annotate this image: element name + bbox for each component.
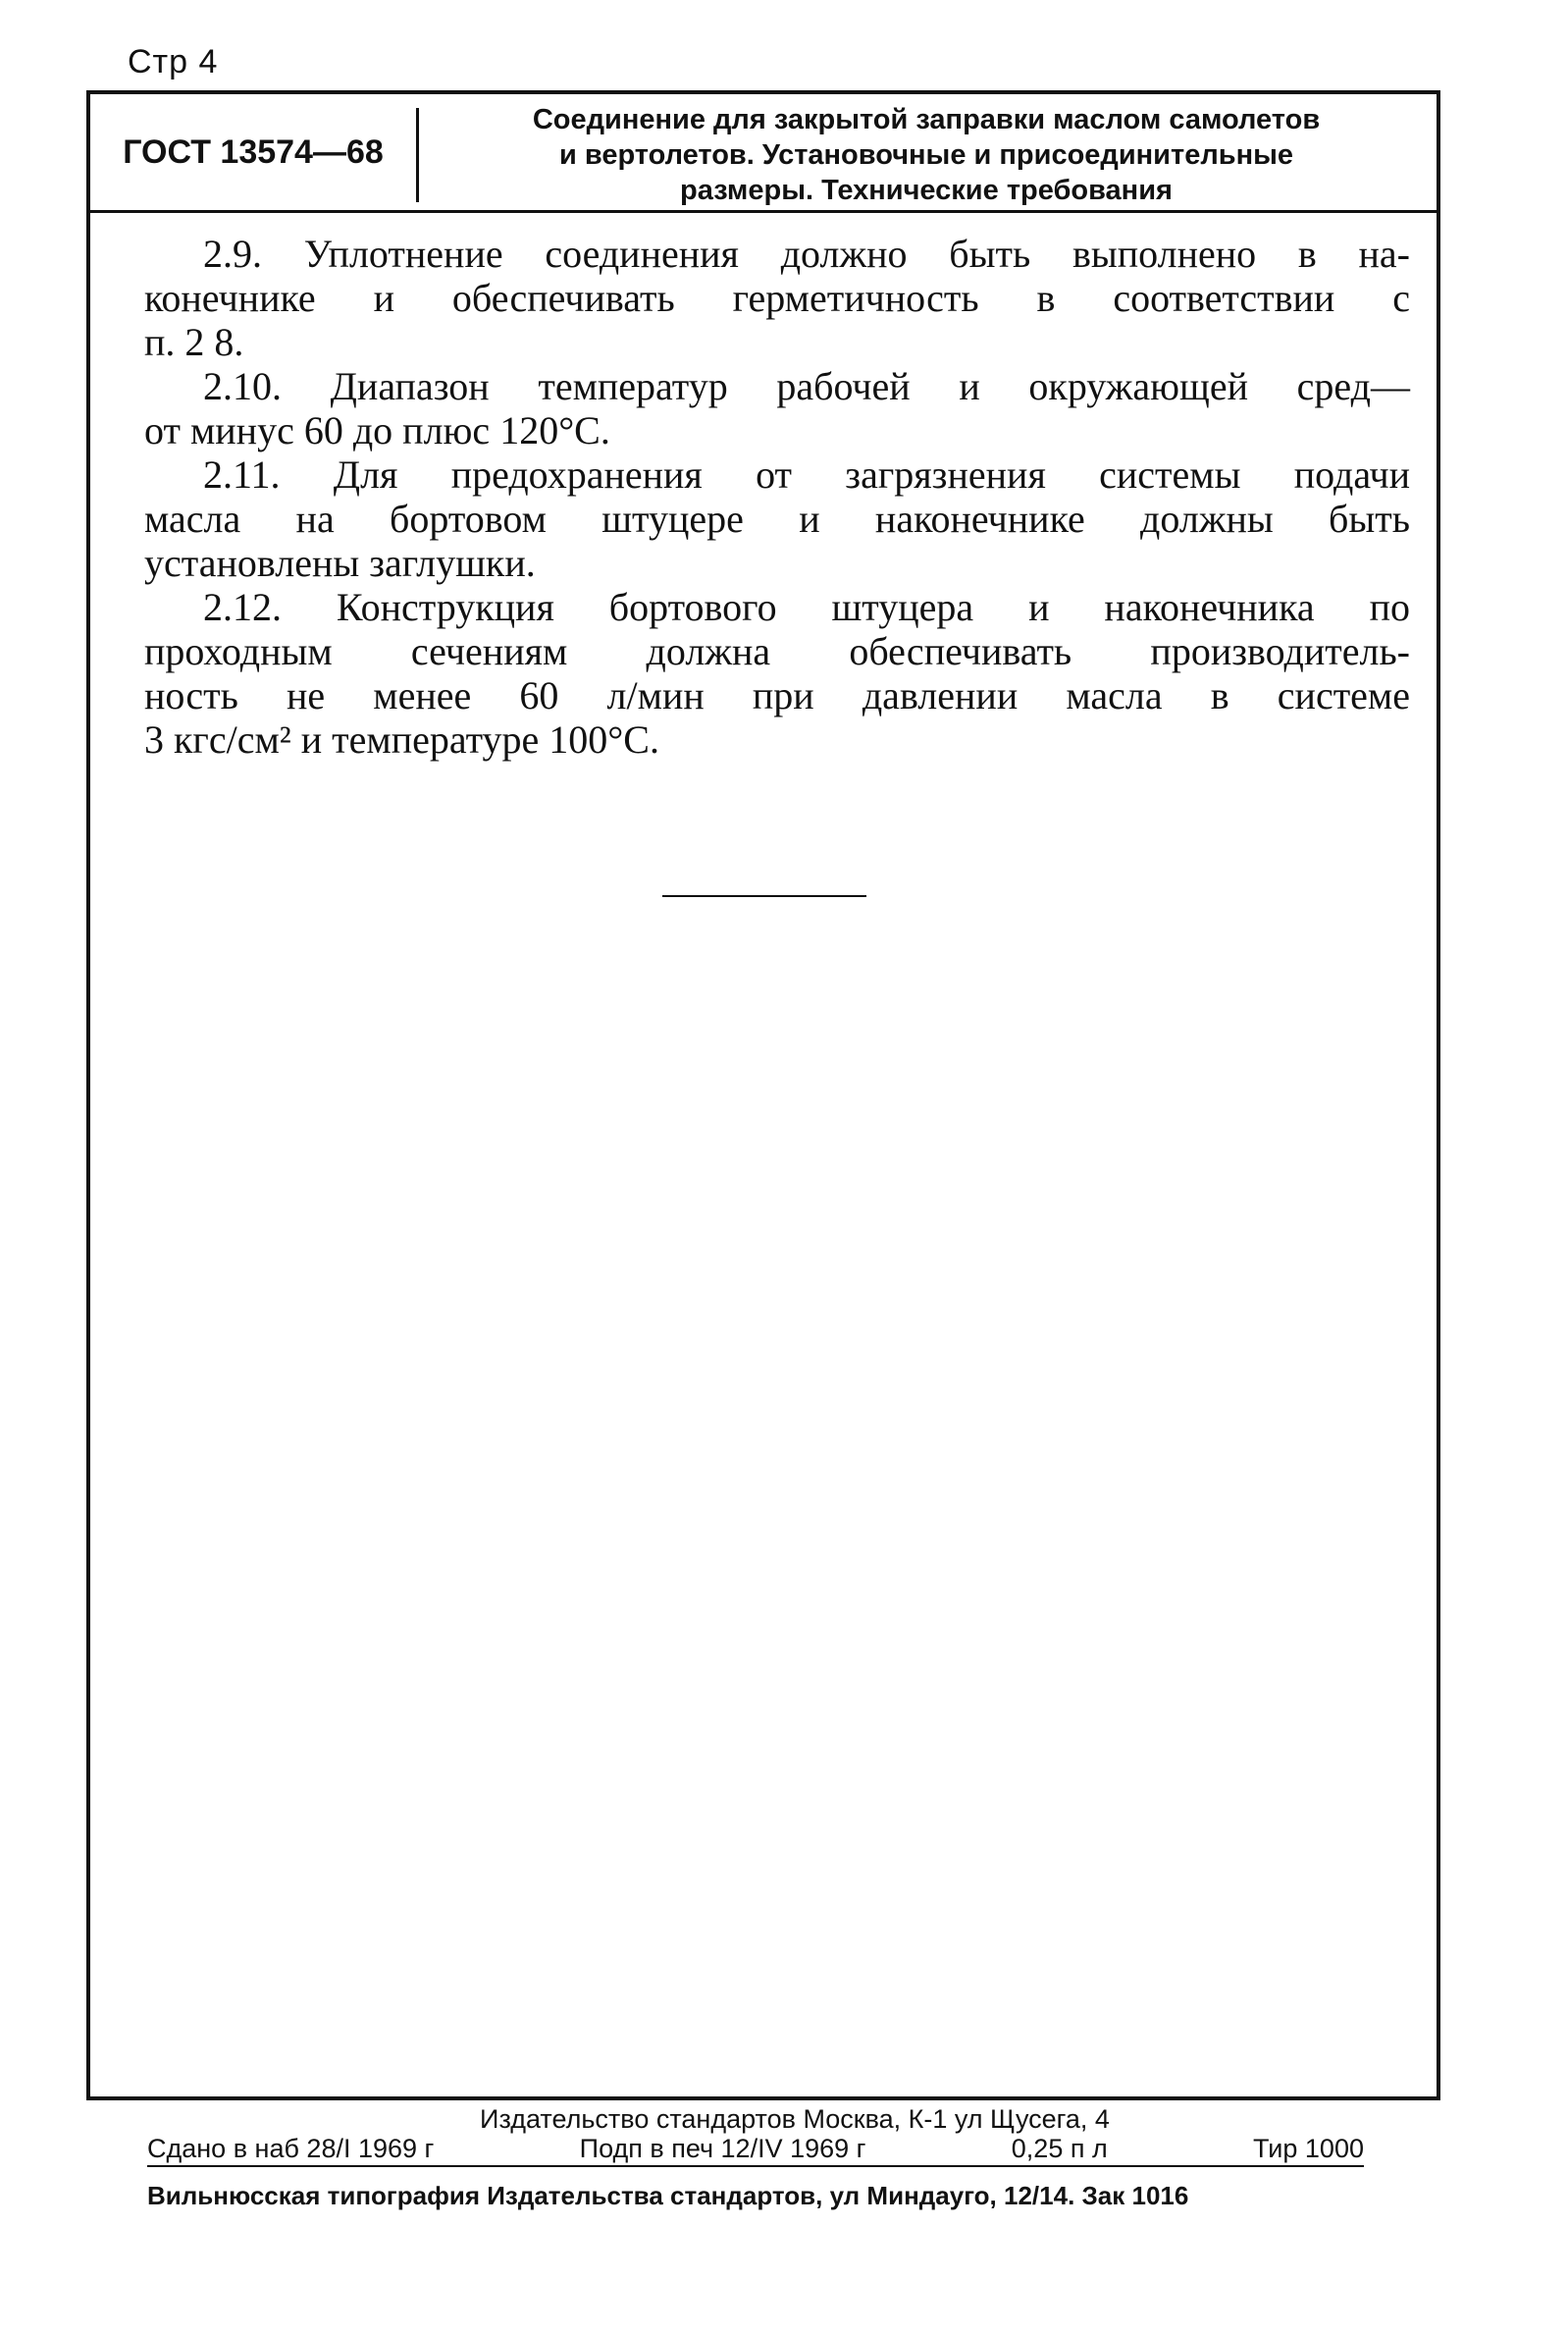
- header-divider: [416, 108, 419, 202]
- title-line-2: и вертолетов. Установочные и присоединительные: [559, 139, 1293, 171]
- text-line: 2.12. Конструкция бортового штуцера и наконечника по: [203, 585, 1410, 629]
- document-header: [90, 94, 1437, 213]
- text-line: 2.11. Для предохранения от загрязнения системы подачи: [203, 452, 1410, 497]
- print-run: Тир 1000: [1253, 2134, 1364, 2163]
- page-number: Стр 4: [128, 43, 219, 80]
- clause-2-12: [144, 585, 1410, 762]
- clause-2-10: [144, 364, 1410, 452]
- document-title: [436, 102, 1417, 208]
- text-line: масла на бортовом штуцере и наконечнике должны быть: [144, 497, 1410, 541]
- publisher-line: Издательство стандартов Москва, К-1 ул Щусега, 4: [480, 2104, 1110, 2134]
- text-line: ность не менее 60 л/мин при давлении масла в системе: [144, 673, 1410, 717]
- text-line: конечнике и обеспечивать герметичность в соответствии с: [144, 276, 1410, 320]
- printer-line: Вильнюсская типография Издательства стандартов, ул Миндауго, 12/14. Зак 1016: [147, 2181, 1189, 2210]
- imprint-block: [147, 2104, 1403, 2210]
- end-separator: [662, 895, 866, 897]
- text-line: 2.9. Уплотнение соединения должно быть выполнено в на-: [203, 232, 1410, 276]
- document-body: [144, 232, 1410, 762]
- text-line: 2.10. Диапазон температур рабочей и окружающей сред—: [203, 364, 1410, 408]
- text-line: проходным сечениям должна обеспечивать производитель-: [144, 629, 1410, 673]
- print-details-line: [147, 2134, 1364, 2167]
- clause-2-9: [144, 232, 1410, 364]
- text-line: установлены заглушки.: [144, 541, 536, 585]
- sheet-volume: 0,25 п л: [1011, 2134, 1108, 2163]
- text-line: п. 2 8.: [144, 320, 244, 364]
- page-frame: [86, 90, 1440, 2100]
- text-line: от минус 60 до плюс 120°С.: [144, 408, 610, 452]
- title-line-1: Соединение для закрытой заправки маслом самолетов: [532, 104, 1321, 135]
- typeset-date: Сдано в наб 28/I 1969 г: [147, 2134, 435, 2163]
- signed-date: Подп в печ 12/IV 1969 г: [579, 2134, 866, 2163]
- clause-2-11: [144, 452, 1410, 585]
- standard-code: ГОСТ 13574—68: [123, 132, 384, 171]
- title-line-3: размеры. Технические требования: [680, 175, 1173, 206]
- text-line: 3 кгс/см² и температуре 100°С.: [144, 717, 659, 762]
